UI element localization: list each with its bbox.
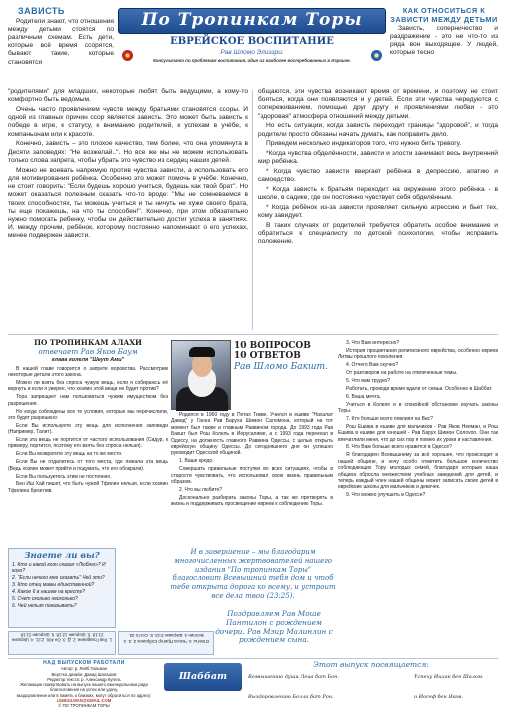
paragraph: * Когда ребёнок из-за зависти проявляет сильную агрессию и бьет тех, кому завидует. [258,204,498,220]
rabbi-portrait [171,340,231,410]
shabbat-shalom-badge: Шаббат Шалом [164,663,242,691]
section-author: Рав Шломо Элиэзри. [220,49,284,56]
paragraph: "родителями" для младших, некоторые любят быть ведущими, а кому-то комфортно быть ведомым. [8,88,248,104]
credit-line: выздоровления или в память о близких, могут обратиться по адресу: [16,692,152,698]
quiz-item: 6. Чей нельзя показывать? [12,602,77,609]
paragraph: Если эта вещь не портится от частого использования (Сидур, к примеру, портится, поэтому его взять без спроса нельзя). [8,437,168,450]
paragraph: 9. Что можно улучшить в Одессе? [346,492,426,499]
quiz-answers-2: Ответы: 4. Числа Пригер Собранок 2, 3. 4. Беллин 4. Шершин 3:13. 5. Сесто 32. [122,632,210,644]
quiz-item: 5. Счет сколько несколько? [12,595,78,602]
paragraph: Но когда соблюдены все те условия, которые мы перечислили, это будет разрешено: [8,408,168,421]
quiz-answers-box [8,631,116,655]
paragraph: Работать, проводя время вдали от семьи. Особенно в Шаббат. [346,385,493,392]
dedication-item: Успеху Ицхак бен Шалом. [414,674,484,680]
paragraph: * Когда зависть к братьям переходит на окружение этого ребёнка - в школе, в садике, где он постоянно чувствует себя обделённым. [258,186,498,202]
halacha-role: глава колеля "Шеут Ами" [51,356,125,363]
footer-divider [8,658,498,659]
quiz-box [8,548,116,628]
paragraph: Если Вы не отдалитесь от того места, где лежала эта вещь (Ведь хозяин может прийти и подумать, что его обокрали). [8,459,168,472]
paragraph: Бен Иш Хай пишет, что быть чужой Тфилин нельзя, если хозяин Тфилина брезглив. [8,481,168,494]
quiz-item: 1. Кто и какой коэн сказал «Люблю»? И кого? [12,561,106,575]
section-divider [8,334,498,335]
dedication-item: и Иосеф бен Яков. [414,694,463,700]
paragraph: История процветания религиозного еврейства, особенно евреев Литвы прошлого поколения. [338,347,498,361]
column-divider [252,90,253,330]
paragraph: Рош Ешива в ешиве для мальчиков - Рав Яков Нееман, и Рош Ешива в ешиве для юношей - Рав Барух Шимон Солоvon. Они так впечатлили меня, что до сих пор я помню их уроки и наставления. [338,423,498,443]
paragraph: * Когда чувство зависти ввергает ребёнка в депрессию, апатию и самоедство. [258,168,498,184]
author-tagline: Консультант по проблемам воспитания, один из наиболее востребованных в Израиле. [153,58,351,63]
paragraph: Но есть ситуации, когда зависть переходит границы "здоровой", и тогда родители просто обязаны начать думать, как поправить дело. [258,122,498,138]
credit-line: Автор: р. Лейб Гильман [61,666,107,672]
dedication-title: Этот выпуск посвящается: [313,660,429,669]
interview-title [234,342,334,372]
masthead-title: По Тропинкам Торы [118,8,386,34]
paragraph: Если Вы используете эту вещь для исполнения заповеди (Например, Талит). [8,422,168,436]
paragraph: Можно ли взять без спроса чужую вещь, если я собираюсь её вернуть и если я уверен, что хозяин этой вещи не будет против? [8,379,168,393]
paragraph: От разговоров на работе на отвлеченные темы. [346,370,458,377]
paragraph: Родители знают, что отношения между детьми стоятся по различным схемам. Есть дети, которые всё время ссорятся, бывают такие, которые становятся [8,17,114,66]
paragraph: 3. Что Вам интересно? [346,340,400,346]
article-right-column [258,88,498,248]
interview-title-line: 10 ВОПРОСОВ [234,341,311,351]
paragraph: *Когда чувства обделённости, зависти и злости занимают весь внутренний мир ребёнка. [258,150,498,166]
quiz-item: 2. "Если нечего мне сказать" Чей это? [12,575,105,582]
paragraph: Если Вы возвратите эту вещь на то же место. [16,451,123,458]
interview-left-column [171,412,333,509]
paragraph: Можно не воевать напрямую против чувства зависти, а использовать его для мотивирования ребёнка. Особенно это может помочь в учёбе. Конечно, не стоит говорить: "Если будешь хорошо учиться, будешь как твой брат". Но может оказаться полезным сказать что-то вроде: "Мы не сомневаемся в твоих способностях, ты можешь учиться и ты ничуть не хуже своего брата, ты еще покажешь, на что ты способен!". Конечно, при этом обязательно нужно помогать ребенку, чтобы он действительно достиг успеха в занятиях. И, между прочим, ребёнок, которому постоянно напоминают о его успехах, менее подвержен зависти. [8,166,248,240]
quiz-item: 3. Кто отец мамы единственной? [12,582,95,589]
halacha-heading: ПО ТРОПИНКАМ АЛАХИ [34,338,142,347]
paragraph: Приведем несколько индикаторов того, что нужно бить тревогу. [266,140,462,148]
congratulations-text: Поздравляем Рав Моше Пантилон с рождением дочери. Рав Мэир Малинлин с рождением сына. [215,609,333,645]
dedication-box [244,660,498,710]
interview-right-column [338,340,498,500]
interview-title-line: 10 ОТВЕТОВ [234,350,301,361]
article-left-column [8,88,248,242]
paragraph: общаются, эти чувства возникают время от времени, и поэтому не стоит бояться, когда они появляются и у детей. Если эти чувства чередуются с сопереживанием, помощью друг другу и проявлениями любви - это "здоровая" атмосфера отношений между детьми. [258,88,498,120]
right-top-column [390,6,498,59]
paragraph: Конечно, зависть – это плохое качество, тем более, что она упомянута в Десяти заповедях: "Не возжелай..". Но все же мы не можем использовать только слова запрета, чтобы убрать это чувство из сердец наших детей. [8,140,248,164]
dedication-item: Выздоровлению Белла бат Рон. [248,694,334,700]
paragraph: В таких случаях от родителей требуется обратить особое внимание и обратиться к специалисту по детской психологии, чтобы исправить положение. [258,222,498,246]
section-title: ЕВРЕЙСКОЕ ВОСПИТАНИЕ [170,36,334,47]
copyright: © ПО ТРОПИНКАМ ТОРЫ [58,703,110,708]
paragraph: Я благодарен Всевышнему за всё хорошее, что происходит в нашей общине, и хочу особо отметить большое количество соблюдающих Тору молодых семей, благодаря которым наша община обросла множеством учебных заведений для детей, и теперь каждый член нашей общины может записать своих детей в еврейские школы для мальчиков и девочек. [338,452,498,491]
interview-author: Рав Шломо Бакшт. [234,361,328,372]
paragraph: Совершать правильные поступки во всех ситуациях, чтобы в старости чувствовать, что использовал свою жизнь правильным образом. [171,466,333,485]
credit-line: Желающие пожертвовать на выпуск нашего еженедельника ради благословения на успех или удачу, [20,682,148,693]
paragraph: Зависть, соперничество и раздражение - это не что-то из ряда вон выходящее. У людей, которые тесно [390,24,498,57]
paragraph: Учиться в Колеле и в спокойной обстановке изучать законы Торы. [338,401,498,415]
paragraph: В нашей главе говорится о запрете воровства. Рассмотрим некоторые детали этого закона. [8,365,168,379]
halacha-author: отвечает Рав Яков Баум [38,347,138,357]
paragraph: Досконально разбирать законы Торы, а так же претворять в жизнь и поддерживать просвещение евреев к соблюдению Торы. [171,494,333,508]
quiz-answers-box-2 [118,631,214,655]
paragraph: 8. Что Вам больше всего нравится в Одессе? [346,444,452,451]
topic-title: КАК ОТНОСИТЬСЯ К ЗАВИСТИ МЕЖДУ ДЕТЬМИ [390,6,498,25]
paragraph: 4. Отчего Вам скучно? [346,362,399,369]
credits-box [8,660,160,710]
quiz-answers: 1. Рав Гозадиани. 2. Д. 3. Он 400. 2:21. 4. Шершин 21:18. 5. Шершин 12:18. 6. Шершин 21:18 [11,632,113,643]
paragraph: 7. Кто больше всего повлиял на Вас? [346,415,433,422]
paragraph: Очень часто проявлением чувств между братьями становятся ссоры. И одной из главных причин ссор является зависть. Это может быть зависть к победе в игре, к статусу, к вниманию родителей, к успехам в учёбе, к компаньонам или к красоте. [8,105,248,138]
quiz-item: 4. Какое 6 в нашем на кресте? [12,588,86,595]
credits-title: НАД ВЫПУСКОМ РАБОТАЛИ [43,660,125,666]
paragraph: Родился в 1960 году в Петах Тикве. Учился в ешиве "Нахалат Давид" у Гаона Рав Баруха Шимон Саломона, который на тот момент был также и главным Раввином города. До 1993 года Рав Бакшт был Рош Колель в Иерусалиме, а с 1993 года переехал в Одессу, на должность главного Раввина Одессы, с целью открыть еврейскую общину Одессы. До сегодняшнего дня он успешно руководит Одесской общиной. [171,412,333,457]
paragraph: 5. Что вам трудно? [346,377,391,384]
quiz-title: Знаете ли вы? [24,551,100,561]
paragraph: Тора запрещает нам пользоваться чужим имуществом без разрешения. [8,394,168,407]
topic-title: ЗАВИСТЬ [18,6,65,16]
paragraph: Если Вы пользуетесь этим не постоянно. [16,473,112,480]
blessing-text: И в завершение – мы благодарим многочисленных жертвователей нашего издания "По тропинкам Торы" благословит Всевышний тебя дом и чтоб тебе открыта дорога ко всему, и устроит все дела твои (23:25). [170,548,336,600]
paragraph: 1. Ваше кредо. [179,458,214,465]
credit-line: Верстка дизайн: Давид Шалашов [51,671,117,677]
paragraph: 6. Ваша мечта. [346,393,381,400]
paragraph: 2. Что вы любите? [179,486,223,493]
left-top-column [8,6,114,68]
contact-email-link[interactable]: LEIBGILMAN@GMAIL.COM [56,697,112,703]
dedication-item: Возвышению души Леиа бат Бон. [248,674,340,680]
credit-line: Редактор текста: р. Александр Кугель [47,676,121,682]
halacha-column [8,338,168,496]
